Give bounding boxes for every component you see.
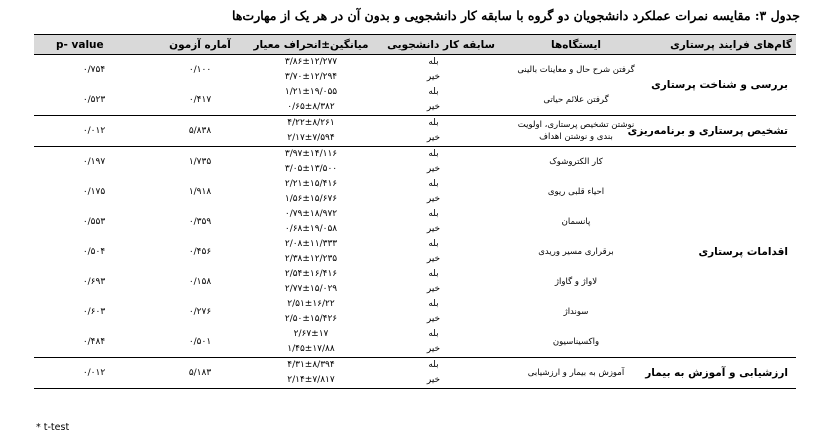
station-name: گرفتن علائم حیاتی (543, 95, 609, 105)
table-body (34, 55, 796, 389)
test-statistic: ۵/۱۸۳ (154, 358, 246, 389)
mean-no: ۳/۰۵±۱۳/۵۰۰ (284, 164, 338, 174)
station-name: احیاء قلبی ریوی (547, 187, 605, 197)
p-value: ۰/۷۵۴ (82, 64, 106, 75)
group-yes: بله (428, 269, 439, 279)
test-statistic: ۰/۴۵۶ (188, 246, 212, 257)
mean-yes: ۲/۶۷±۱۷ (293, 329, 329, 339)
mean-no: ۲/۱۷±۷/۵۹۴ (287, 133, 335, 143)
table-row (34, 55, 796, 71)
group-yes: بله (428, 179, 439, 189)
mean-yes: ۰/۷۹±۱۸/۹۷۲ (284, 209, 338, 219)
station-name: نوشتن تشخیص پرستاری، اولویت بندی و نوشتن اهداف (506, 116, 646, 147)
station-name: سونداژ (563, 307, 589, 317)
mean-yes: ۴/۳۱±۸/۳۹۴ (246, 358, 376, 374)
group-no: خیر (426, 224, 441, 234)
mean-yes: ۴/۲۲±۸/۲۶۱ (246, 116, 376, 132)
group-yes: بله (428, 239, 439, 249)
test-statistic: ۰/۳۵۹ (188, 216, 212, 227)
test-statistic: ۰/۱۵۸ (188, 276, 212, 287)
table-row (34, 116, 796, 132)
station-name: برقراری مسیر وریدی (538, 247, 614, 257)
station-name: آموزش به بیمار و ارزشیابی (506, 358, 646, 389)
station-name: واکسیناسیون (552, 337, 600, 347)
p-value: ۰/۶۰۳ (82, 306, 106, 317)
comparison-table (34, 34, 796, 389)
mean-yes: ۲/۰۸±۱۱/۳۳۳ (284, 239, 338, 249)
group-yes: بله (376, 116, 506, 132)
p-value: ۰/۰۱۲ (34, 358, 154, 389)
mean-no: ۳/۷۰±۱۲/۲۹۴ (284, 72, 338, 82)
group-no: خیر (426, 164, 441, 174)
group-yes: بله (428, 209, 439, 219)
header-row (34, 35, 796, 55)
group-yes: بله (428, 299, 439, 309)
header-mean: میانگین±انحراف معیار (246, 35, 376, 55)
test-statistic: ۱/۷۳۵ (154, 147, 246, 178)
group-yes: بله (376, 147, 506, 163)
mean-yes: ۱/۲۱±۱۹/۰۵۵ (284, 87, 338, 97)
test-statistic: ۱/۹۱۸ (188, 186, 212, 197)
mean-yes: ۲/۲۱±۱۵/۴۱۶ (284, 179, 338, 189)
group-yes: بله (376, 358, 506, 374)
mean-no: ۲/۱۴±۷/۸۱۷ (246, 373, 376, 389)
mean-no: ۲/۵۰±۱۵/۴۲۶ (284, 314, 338, 324)
mean-yes: ۳/۹۷±۱۴/۱۱۶ (246, 147, 376, 163)
group-yes: بله (428, 87, 439, 97)
group-no: خیر (426, 254, 441, 264)
station-name: گرفتن شرح حال و معاینات بالینی (517, 65, 635, 75)
stage-name: بررسی و شناخت پرستاری (651, 78, 788, 91)
p-value: ۰/۱۹۷ (34, 147, 154, 178)
group-no: خیر (426, 344, 441, 354)
header-p: p- value (34, 35, 154, 55)
table-row (34, 147, 796, 163)
p-value: ۰/۱۷۵ (82, 186, 106, 197)
test-statistic: ۵/۸۳۸ (154, 116, 246, 147)
mean-no: ۰/۶۸±۱۹/۰۵۸ (284, 224, 338, 234)
footnote: * t-test (36, 422, 70, 433)
test-statistic: ۰/۵۰۱ (188, 336, 212, 347)
test-statistic: ۰/۲۷۶ (188, 306, 212, 317)
p-value: ۰/۵۵۳ (82, 216, 106, 227)
mean-yes: ۲/۵۱±۱۶/۲۲ (287, 299, 335, 309)
group-no: خیر (376, 373, 506, 389)
group-no: خیر (426, 133, 441, 143)
station-name: کار الکتروشوک (506, 147, 646, 178)
mean-no: ۲/۷۷±۱۵/۰۲۹ (284, 284, 338, 294)
group-no: خیر (426, 284, 441, 294)
stage-name: تشخیص پرستاری و برنامه‌ریزی (646, 116, 796, 147)
p-value: ۰/۵۰۴ (82, 246, 106, 257)
mean-no: ۱/۴۵±۱۷/۸۸ (287, 344, 335, 354)
mean-no: ۰/۶۵±۸/۳۸۲ (287, 102, 335, 112)
group-no: خیر (426, 72, 441, 82)
stage-name: اقدامات پرستاری (646, 147, 796, 358)
test-statistic: ۰/۱۰۰ (188, 64, 212, 75)
station-name: پانسمان (561, 217, 591, 227)
p-value: ۰/۶۹۳ (82, 276, 106, 287)
mean-no: ۱/۵۶±۱۵/۶۷۶ (284, 194, 338, 204)
p-value: ۰/۴۸۴ (82, 336, 106, 347)
group-yes: بله (428, 329, 439, 339)
table-row (34, 358, 796, 374)
mean-yes: ۲/۵۴±۱۶/۴۱۶ (284, 269, 338, 279)
header-stat: آماره آزمون (154, 35, 246, 55)
group-no: خیر (426, 102, 441, 112)
p-value: ۰/۰۱۲ (34, 116, 154, 147)
test-statistic: ۰/۴۱۷ (188, 94, 212, 105)
table-title: جدول ۳: مقایسه نمرات عملکرد دانشجویان دو گروه با سابقه کار دانشجویی و بدون آن در هر یک از مهارت‌ها (232, 8, 800, 23)
header-group: سابقه کار دانشجویی (376, 35, 506, 55)
mean-no: ۲/۳۸±۱۲/۲۳۵ (284, 254, 338, 264)
group-no: خیر (426, 314, 441, 324)
stage-name: ارزشیابی و آموزش به بیمار (646, 358, 796, 389)
group-yes: بله (428, 57, 439, 67)
header-stage: گام‌های فرایند پرستاری (646, 35, 796, 55)
header-station: ایستگاه‌ها (506, 35, 646, 55)
p-value: ۰/۵۲۳ (82, 94, 106, 105)
station-name: لاواژ و گاواژ (554, 277, 598, 287)
group-no: خیر (426, 194, 441, 204)
mean-yes: ۳/۸۶±۱۲/۲۷۷ (284, 57, 338, 67)
